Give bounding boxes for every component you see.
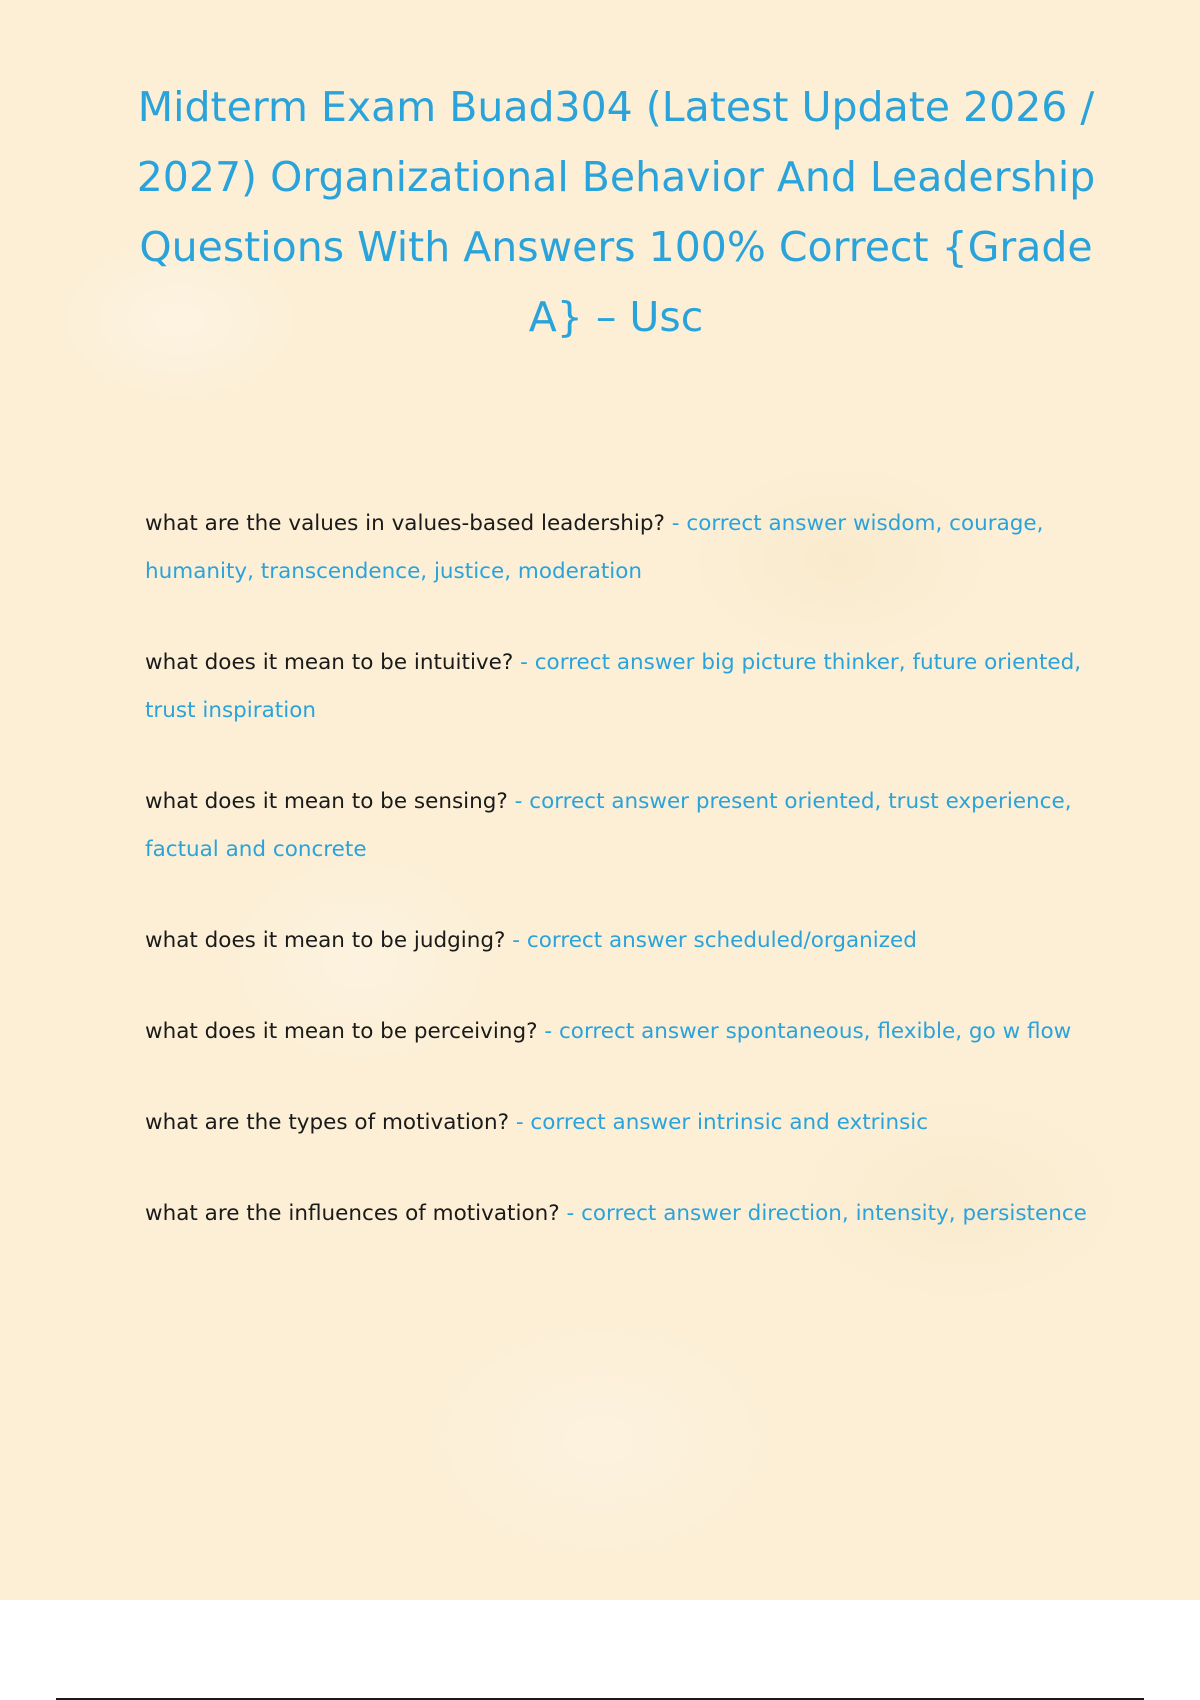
question-text: what does it mean to be sensing? (145, 789, 508, 814)
question-text: what does it mean to be perceiving? (145, 1019, 538, 1044)
answer-text: - correct answer big picture thinker, future oriented, trust inspiration (145, 650, 1082, 723)
qa-item (145, 778, 1100, 874)
question-text: what are the types of motivation? (145, 1110, 509, 1135)
question-text: what are the values in values-based leadership? (145, 511, 665, 536)
qa-item (145, 1008, 1100, 1056)
answer-text: - correct answer wisdom, courage, humanity, transcendence, justice, moderation (145, 511, 1044, 584)
qa-item (145, 639, 1100, 735)
qa-item (145, 1099, 1100, 1147)
question-text: what does it mean to be judging? (145, 928, 506, 953)
question-text: what does it mean to be intuitive? (145, 650, 514, 675)
qa-item (145, 1190, 1100, 1238)
qa-item (145, 917, 1100, 965)
question-text: what are the influences of motivation? (145, 1201, 560, 1226)
answer-text: - correct answer intrinsic and extrinsic (515, 1110, 929, 1135)
document-title: Midterm Exam Buad304 (Latest Update 2026 / 2027) Organizational Behavior And Leadership Questions With Answers 100% Correct {Grade A} – Usc (136, 83, 1096, 341)
qa-item (145, 500, 1100, 596)
answer-text: - correct answer scheduled/organized (512, 928, 917, 953)
answer-text: - correct answer spontaneous, flexible, go w flow (544, 1019, 1072, 1044)
qa-list (145, 500, 1100, 1281)
answer-text: - correct answer direction, intensity, persistence (566, 1201, 1087, 1226)
answer-text: - correct answer present oriented, trust experience, factual and concrete (145, 789, 1072, 862)
